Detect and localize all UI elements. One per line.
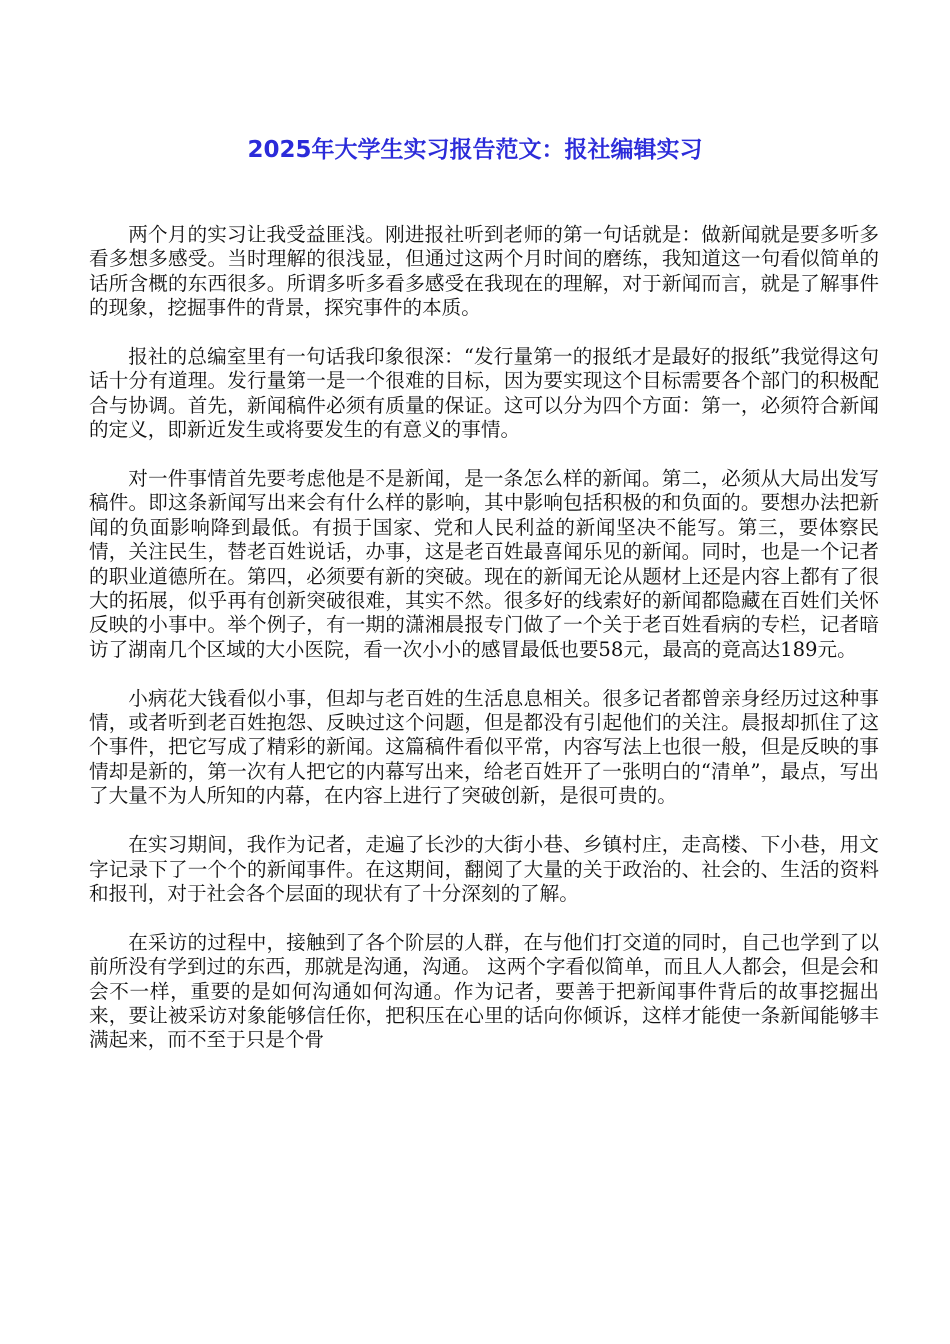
paragraph-3: 对一件事情首先要考虑他是不是新闻，是一条怎么样的新闻。第二，必须从大局出发写稿件。即这条新闻写出来会有什么样的影响，其中影响包括积极的和负面的。要想办法把新闻的负面影响降到最低。有损于国家、党和人民利益的新闻坚决不能写。第三，要体察民情，关注民生，替老百姓说话，办事，这是老百姓最喜闻乐见的新闻。同时，也是一个记者的职业道德所在。第四，必须要有新的突破。现在的新闻无论从题材上还是内容上都有了很大的拓展，似乎再有创新突破很难，其实不然。很多好的线索好的新闻都隐藏在百姓们关怀反映的小事中。举个例子，有一期的潇湘晨报专门做了一个关于老百姓看病的专栏，记者暗访了湖南几个区域的大小医院，看一次小小的感冒最低也要58元，最高的竟高达189元。 — [89, 467, 879, 661]
paragraph-6: 在采访的过程中，接触到了各个阶层的人群，在与他们打交道的同时，自己也学到了以前所没有学到过的东西，那就是沟通，沟通。 这两个字看似简单，而且人人都会，但是会和会不一样，重要的是如何沟通如何沟通。作为记者，要善于把新闻事件背后的故事挖掘出来，要让被采访对象能够信任你，把积压在心里的话向你倾诉，这样才能使一条新闻能够丰满起来，而不至于只是个骨 — [89, 930, 879, 1052]
document-body — [89, 223, 879, 1077]
paragraph-5: 在实习期间，我作为记者，走遍了长沙的大街小巷、乡镇村庄，走高楼、下小巷，用文字记录下了一个个的新闻事件。在这期间，翻阅了大量的关于政治的、社会的、生活的资料和报刊，对于社会各个层面的现状有了十分深刻的了解。 — [89, 833, 879, 905]
paragraph-1: 两个月的实习让我受益匪浅。刚进报社听到老师的第一句话就是：做新闻就是要多听多看多想多感受。当时理解的很浅显，但通过这两个月时间的磨练，我知道这一句看似简单的话所含概的东西很多。所谓多听多看多感受在我现在的理解，对于新闻而言，就是了解事件的现象，挖掘事件的背景，探究事件的本质。 — [89, 223, 879, 320]
document-title: 2025年大学生实习报告范文：报社编辑实习 — [247, 137, 703, 163]
paragraph-2: 报社的总编室里有一句话我印象很深：“发行量第一的报纸才是最好的报纸”我觉得这句话十分有道理。发行量第一是一个很难的目标，因为要实现这个目标需要各个部门的积极配合与协调。首先，新闻稿件必须有质量的保证。这可以分为四个方面：第一，必须符合新闻的定义，即新近发生或将要发生的有意义的事情。 — [89, 345, 879, 442]
paragraph-4: 小病花大钱看似小事，但却与老百姓的生活息息相关。很多记者都曾亲身经历过这种事情，或者听到老百姓抱怨、反映过这个问题，但是都没有引起他们的关注。晨报却抓住了这个事件，把它写成了精彩的新闻。这篇稿件看似平常，内容写法上也很一般，但是反映的事情却是新的，第一次有人把它的内幕写出来，给老百姓开了一张明白的“清单”，最点，写出了大量不为人所知的内幕，在内容上进行了突破创新，是很可贵的。 — [89, 686, 879, 808]
